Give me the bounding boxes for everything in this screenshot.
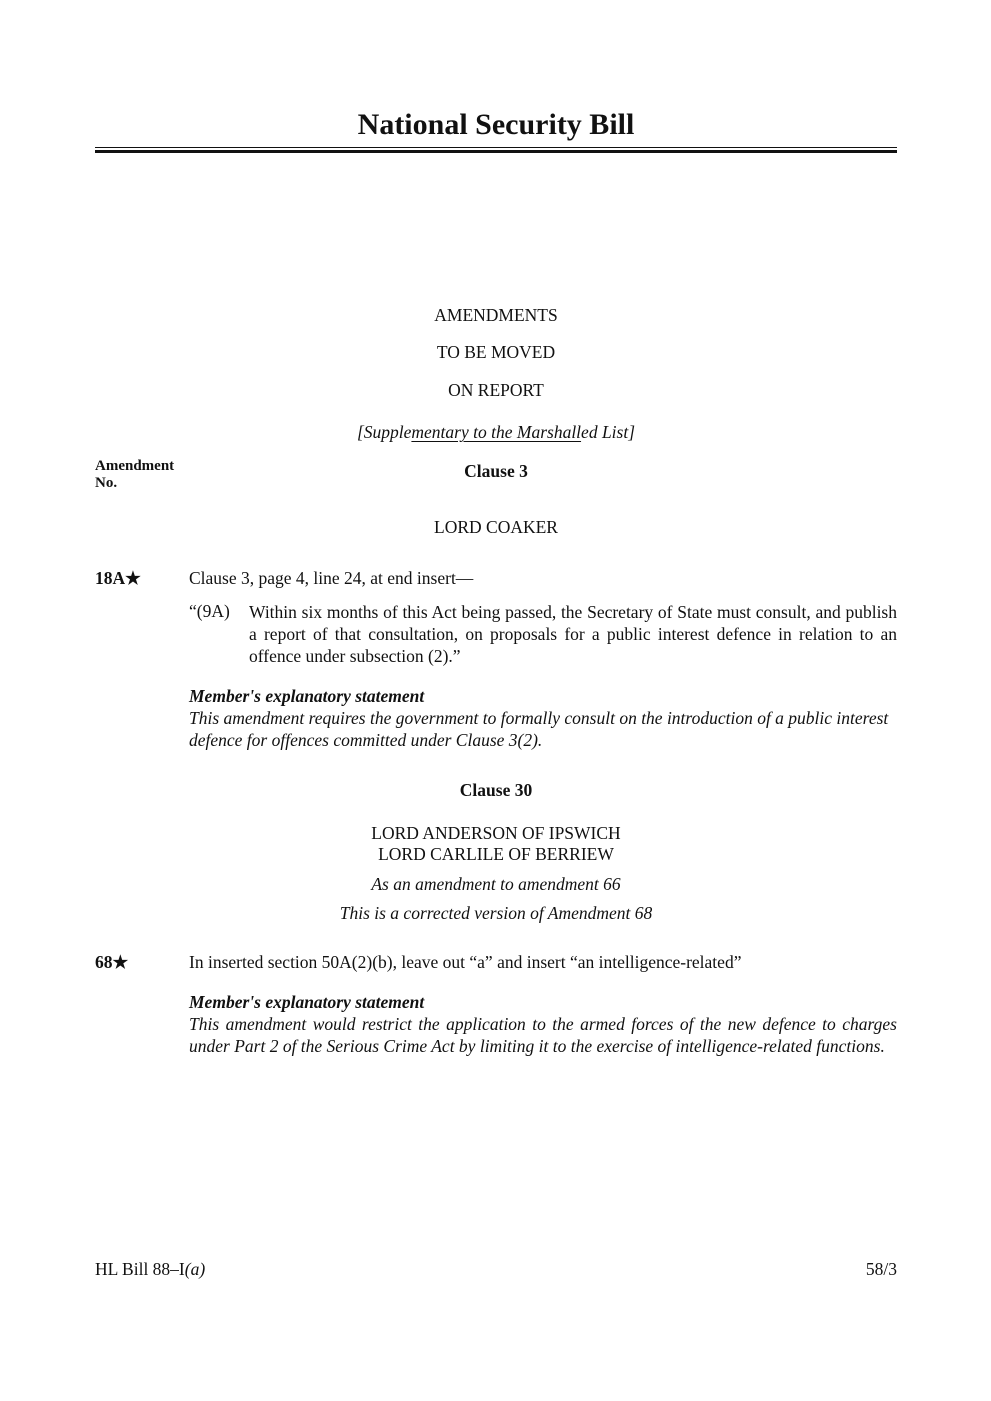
amendment-label-line1: Amendment xyxy=(95,458,175,474)
supplementary-note xyxy=(95,422,897,443)
statement-text: This amendment would restrict the application to the armed forces of the new defence to charges under Part 2 of the Serious Crime Act by limiting it to the exercise of intelligence-related functions. xyxy=(189,1014,897,1056)
heading-on-report: ON REPORT xyxy=(448,380,544,400)
document-title: National Security Bill xyxy=(357,108,635,141)
heading-to-be-moved: TO BE MOVED xyxy=(436,342,556,362)
subsection-text: Within six months of this Act being passed, the Secretary of State must consult, and publish a report of that consultation, on proposals for a public interest defence in relation to an offence under subsection (2).” xyxy=(249,602,897,666)
inserted-subsection xyxy=(189,601,897,667)
bill-reference xyxy=(95,1259,205,1280)
statement-text: This amendment requires the government to formally consult on the introduction of a public interest defence for offences committed under Clause 3(2). xyxy=(189,708,889,750)
amendment-note: This is a corrected version of Amendment 68 xyxy=(339,903,653,923)
bill-ref: HL Bill 88–I xyxy=(95,1259,185,1279)
amendment-number: 18A★ xyxy=(95,568,141,588)
supplementary-post: ed List] xyxy=(581,422,636,442)
bill-ref-suffix: (a) xyxy=(184,1259,206,1279)
page-reference: 58/3 xyxy=(865,1259,897,1279)
explanatory-statement xyxy=(189,685,897,751)
statement-heading: Member's explanatory statement xyxy=(189,992,425,1012)
supplementary-pre: [Supple xyxy=(356,422,412,442)
amendment-text: Clause 3, page 4, line 24, at end insert— xyxy=(189,568,474,588)
mover-name: LORD COAKER xyxy=(434,517,558,537)
mover-name: LORD CARLILE OF BERRIEW xyxy=(378,844,614,864)
clause-heading: Clause 3 xyxy=(464,461,528,481)
supplementary-underlined: mentary to the Marshall xyxy=(411,422,582,442)
clause-heading: Clause 30 xyxy=(459,780,533,800)
heading-amendments: AMENDMENTS xyxy=(434,305,558,325)
statement-heading: Member's explanatory statement xyxy=(189,686,425,706)
mover-name: LORD ANDERSON OF IPSWICH xyxy=(371,823,621,843)
explanatory-statement xyxy=(189,991,897,1057)
amendment-note: As an amendment to amendment 66 xyxy=(371,874,621,894)
amendment-label-line2: No. xyxy=(95,475,118,491)
amendment-text: In inserted section 50A(2)(b), leave out “a” and insert “an intelligence-related” xyxy=(189,952,742,972)
title-rule-thin xyxy=(95,147,897,148)
title-rule-thick xyxy=(95,150,897,153)
subsection-number: “(9A) xyxy=(189,601,230,621)
amendment-number: 68★ xyxy=(95,952,129,972)
